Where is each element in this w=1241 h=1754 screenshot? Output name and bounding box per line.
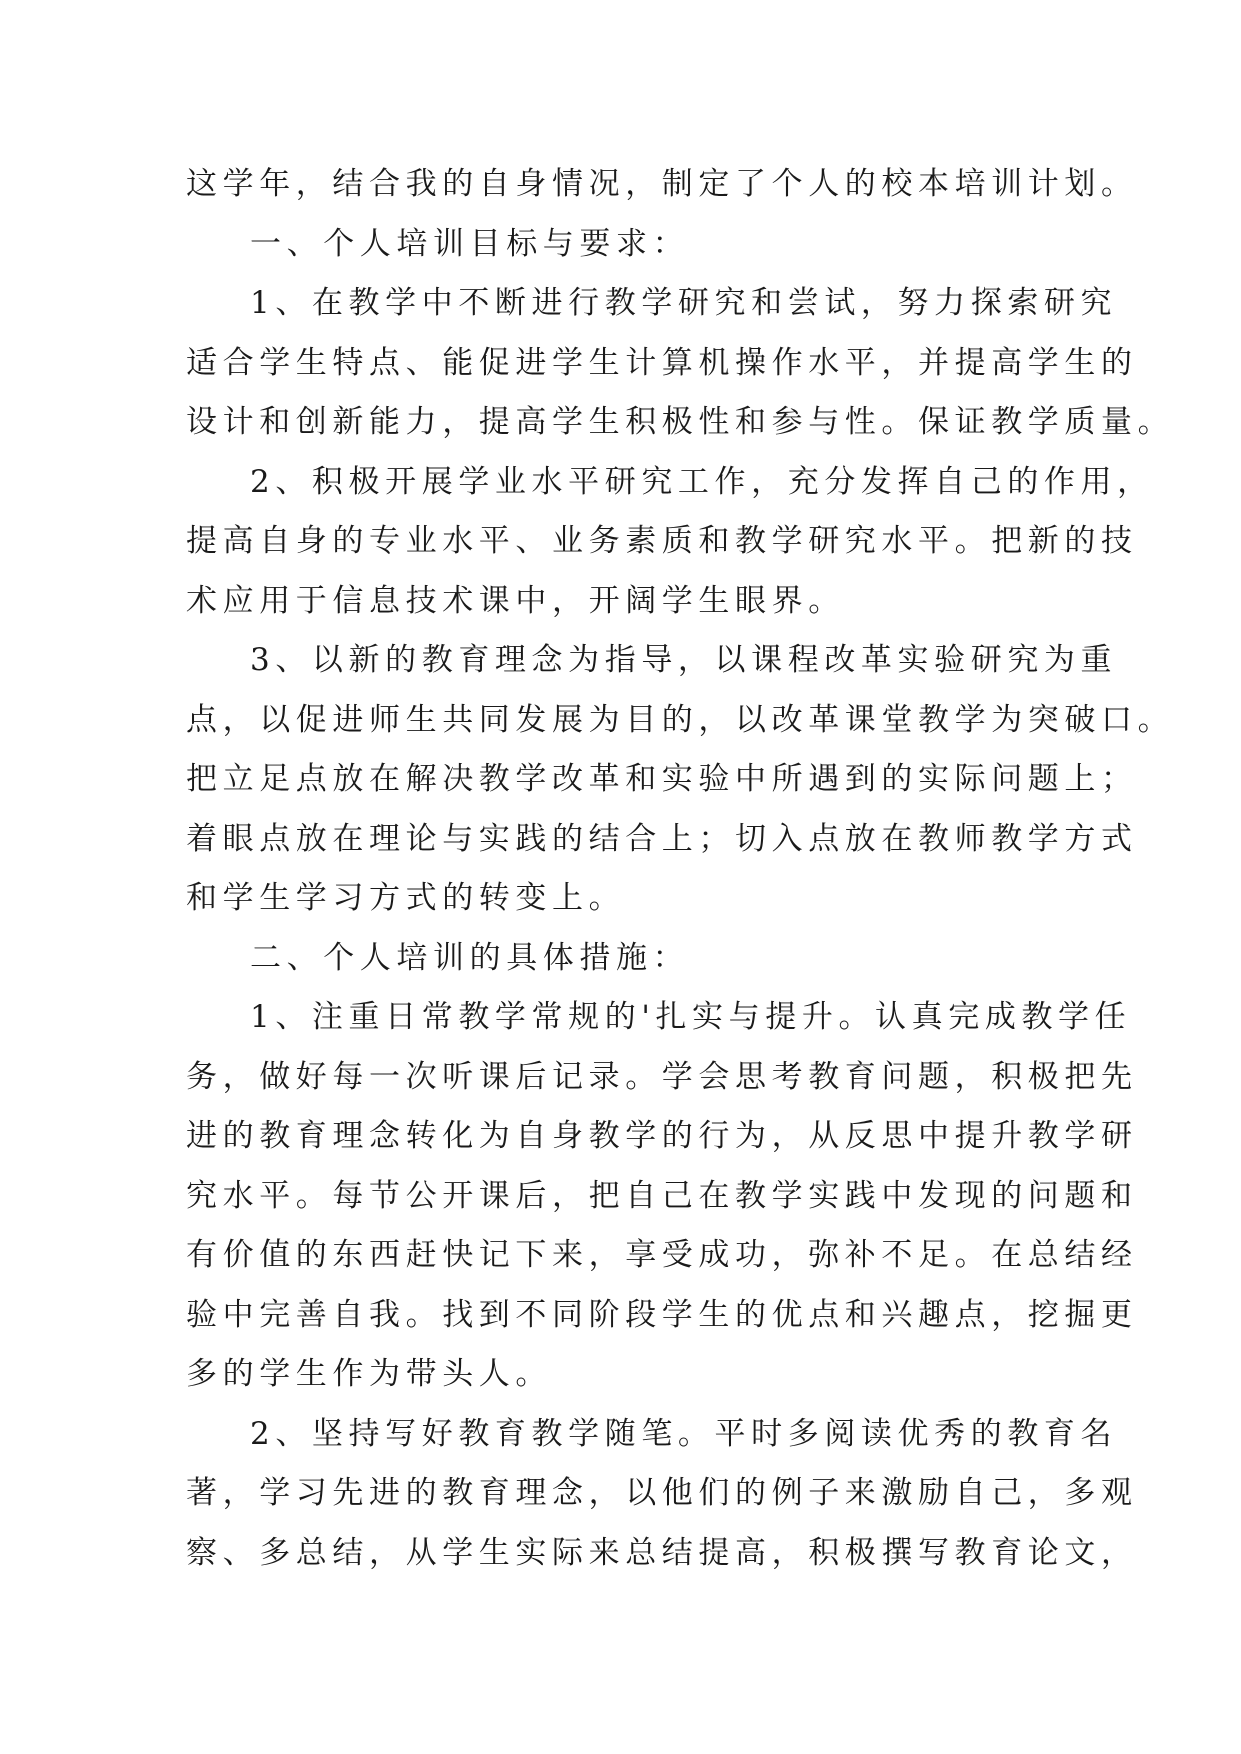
- text-line: 点，以促进师生共同发展为目的，以改革课堂教学为突破口。: [186, 701, 1175, 738]
- text-line: 设计和创新能力，提高学生积极性和参与性。保证教学质量。: [186, 404, 1175, 440]
- text-line: 2、积极开展学业水平研究工作，充分发挥自己的作用，: [250, 463, 1154, 500]
- text-line: 验中完善自我。找到不同阶段学生的优点和兴趣点，挖掘更: [186, 1296, 1138, 1333]
- text-line: 着眼点放在理论与实践的结合上；切入点放在教师教学方式: [186, 820, 1138, 857]
- text-line: 著，学习先进的教育理念，以他们的例子来激励自己，多观: [186, 1475, 1138, 1511]
- text-line: 务，做好每一次听课后记录。学会思考教育问题，积极把先: [186, 1058, 1138, 1095]
- text-line: 和学生学习方式的转变上。: [186, 880, 626, 916]
- text-line: 1、在教学中不断进行教学研究和尝试，努力探索研究: [250, 285, 1118, 321]
- text-line: 2、坚持写好教育教学随笔。平时多阅读优秀的教育名: [250, 1415, 1118, 1452]
- text-line: 这学年，结合我的自身情况，制定了个人的校本培训计划。: [186, 166, 1138, 202]
- text-line: 把立足点放在解决教学改革和实验中所遇到的实际问题上；: [186, 761, 1138, 797]
- text-line: 有价值的东西赶快记下来，享受成功，弥补不足。在总结经: [186, 1237, 1138, 1273]
- text-line: 进的教育理念转化为自身教学的行为，从反思中提升教学研: [186, 1118, 1138, 1154]
- document-body: [186, 155, 1175, 1583]
- text-line: 术应用于信息技术课中，开阔学生眼界。: [186, 582, 845, 619]
- section-heading: 二、个人培训的具体措施：: [250, 939, 690, 976]
- text-line: 究水平。每节公开课后，把自己在教学实践中发现的问题和: [186, 1177, 1138, 1214]
- text-line: 多的学生作为带头人。: [186, 1356, 552, 1392]
- section-heading: 一、个人培训目标与要求：: [250, 225, 690, 262]
- text-line: 1、注重日常教学常规的'扎实与提升。认真完成教学任: [250, 999, 1132, 1035]
- text-line: 察、多总结，从学生实际来总结提高，积极撰写教育论文，: [186, 1534, 1138, 1571]
- text-line: 提高自身的专业水平、业务素质和教学研究水平。把新的技: [186, 523, 1138, 559]
- text-line: 适合学生特点、能促进学生计算机操作水平，并提高学生的: [186, 344, 1138, 381]
- text-line: 3、以新的教育理念为指导，以课程改革实验研究为重: [250, 642, 1118, 678]
